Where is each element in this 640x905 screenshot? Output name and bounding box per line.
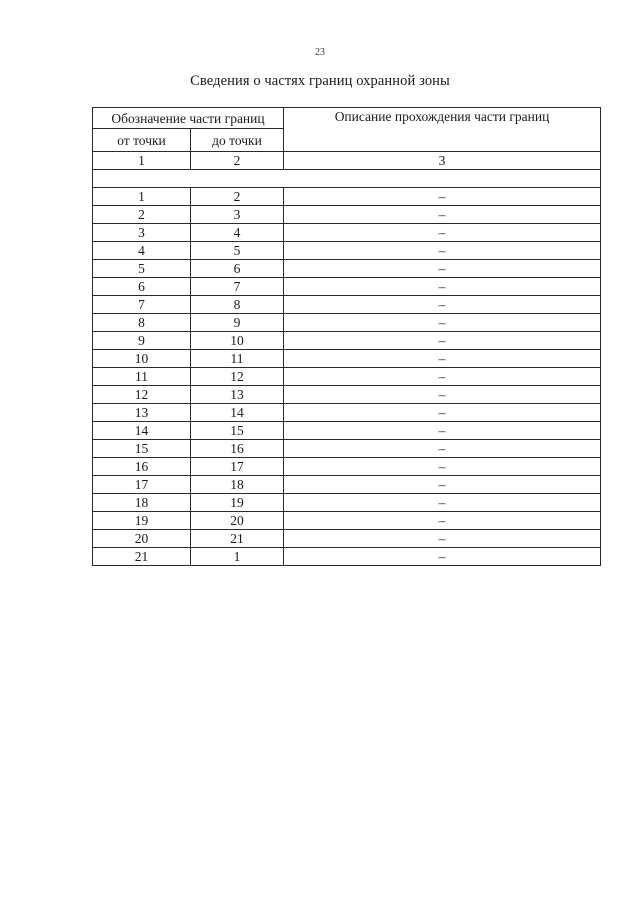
page-title: Сведения о частях границ охранной зоны (190, 73, 450, 89)
cell-desc: – (284, 260, 601, 278)
cell-to: 1 (191, 548, 284, 566)
cell-desc: – (284, 422, 601, 440)
cell-desc: – (284, 206, 601, 224)
cell-to: 6 (191, 260, 284, 278)
table-row (93, 404, 601, 422)
table-row (93, 386, 601, 404)
cell-to: 12 (191, 368, 284, 386)
cell-to: 3 (191, 206, 284, 224)
empty-cell (93, 170, 601, 188)
header-boundary-designation: Обозначение части границ (93, 108, 284, 129)
boundary-parts-table (92, 107, 601, 566)
cell-to: 4 (191, 224, 284, 242)
cell-desc: – (284, 188, 601, 206)
cell-from: 4 (93, 242, 191, 260)
cell-from: 10 (93, 350, 191, 368)
cell-from: 17 (93, 476, 191, 494)
table-row (93, 206, 601, 224)
cell-from: 12 (93, 386, 191, 404)
cell-from: 16 (93, 458, 191, 476)
cell-desc: – (284, 494, 601, 512)
cell-desc: – (284, 242, 601, 260)
cell-from: 6 (93, 278, 191, 296)
table-row (93, 476, 601, 494)
table-row (93, 440, 601, 458)
cell-desc: – (284, 332, 601, 350)
table-row (93, 278, 601, 296)
cell-desc: – (284, 296, 601, 314)
cell-from: 7 (93, 296, 191, 314)
cell-to: 10 (191, 332, 284, 350)
cell-from: 14 (93, 422, 191, 440)
cell-from: 21 (93, 548, 191, 566)
cell-to: 2 (191, 188, 284, 206)
cell-to: 9 (191, 314, 284, 332)
table-row (93, 458, 601, 476)
cell-from: 9 (93, 332, 191, 350)
cell-desc: – (284, 224, 601, 242)
cell-from: 2 (93, 206, 191, 224)
cell-to: 19 (191, 494, 284, 512)
table-row (93, 224, 601, 242)
cell-from: 19 (93, 512, 191, 530)
cell-to: 17 (191, 458, 284, 476)
cell-desc: – (284, 512, 601, 530)
table-row (93, 296, 601, 314)
page-number: 23 (315, 47, 325, 58)
cell-from: 20 (93, 530, 191, 548)
cell-desc: – (284, 350, 601, 368)
cell-from: 1 (93, 188, 191, 206)
cell-desc: – (284, 314, 601, 332)
table-row (93, 260, 601, 278)
cell-desc: – (284, 548, 601, 566)
table-row (93, 332, 601, 350)
header-to-point: до точки (191, 129, 284, 152)
cell-to: 18 (191, 476, 284, 494)
cell-to: 15 (191, 422, 284, 440)
header-description: Описание прохождения части границ (284, 108, 601, 152)
cell-to: 20 (191, 512, 284, 530)
cell-desc: – (284, 368, 601, 386)
cell-desc: – (284, 386, 601, 404)
cell-from: 8 (93, 314, 191, 332)
cell-desc: – (284, 530, 601, 548)
column-number-2: 2 (191, 152, 284, 170)
cell-from: 13 (93, 404, 191, 422)
cell-from: 18 (93, 494, 191, 512)
cell-desc: – (284, 458, 601, 476)
header-from-point: от точки (93, 129, 191, 152)
table-row (93, 314, 601, 332)
cell-to: 14 (191, 404, 284, 422)
cell-from: 5 (93, 260, 191, 278)
cell-to: 16 (191, 440, 284, 458)
empty-row (93, 170, 601, 188)
table-row (93, 422, 601, 440)
table-row (93, 494, 601, 512)
cell-from: 15 (93, 440, 191, 458)
table-row (93, 188, 601, 206)
cell-desc: – (284, 404, 601, 422)
cell-from: 3 (93, 224, 191, 242)
cell-to: 5 (191, 242, 284, 260)
cell-to: 21 (191, 530, 284, 548)
cell-from: 11 (93, 368, 191, 386)
table-row (93, 368, 601, 386)
cell-desc: – (284, 440, 601, 458)
table-row (93, 512, 601, 530)
cell-to: 8 (191, 296, 284, 314)
table-row (93, 548, 601, 566)
cell-to: 13 (191, 386, 284, 404)
column-number-3: 3 (284, 152, 601, 170)
table-row (93, 530, 601, 548)
cell-desc: – (284, 476, 601, 494)
cell-to: 7 (191, 278, 284, 296)
table-row (93, 242, 601, 260)
table-row (93, 350, 601, 368)
cell-desc: – (284, 278, 601, 296)
cell-to: 11 (191, 350, 284, 368)
column-number-1: 1 (93, 152, 191, 170)
